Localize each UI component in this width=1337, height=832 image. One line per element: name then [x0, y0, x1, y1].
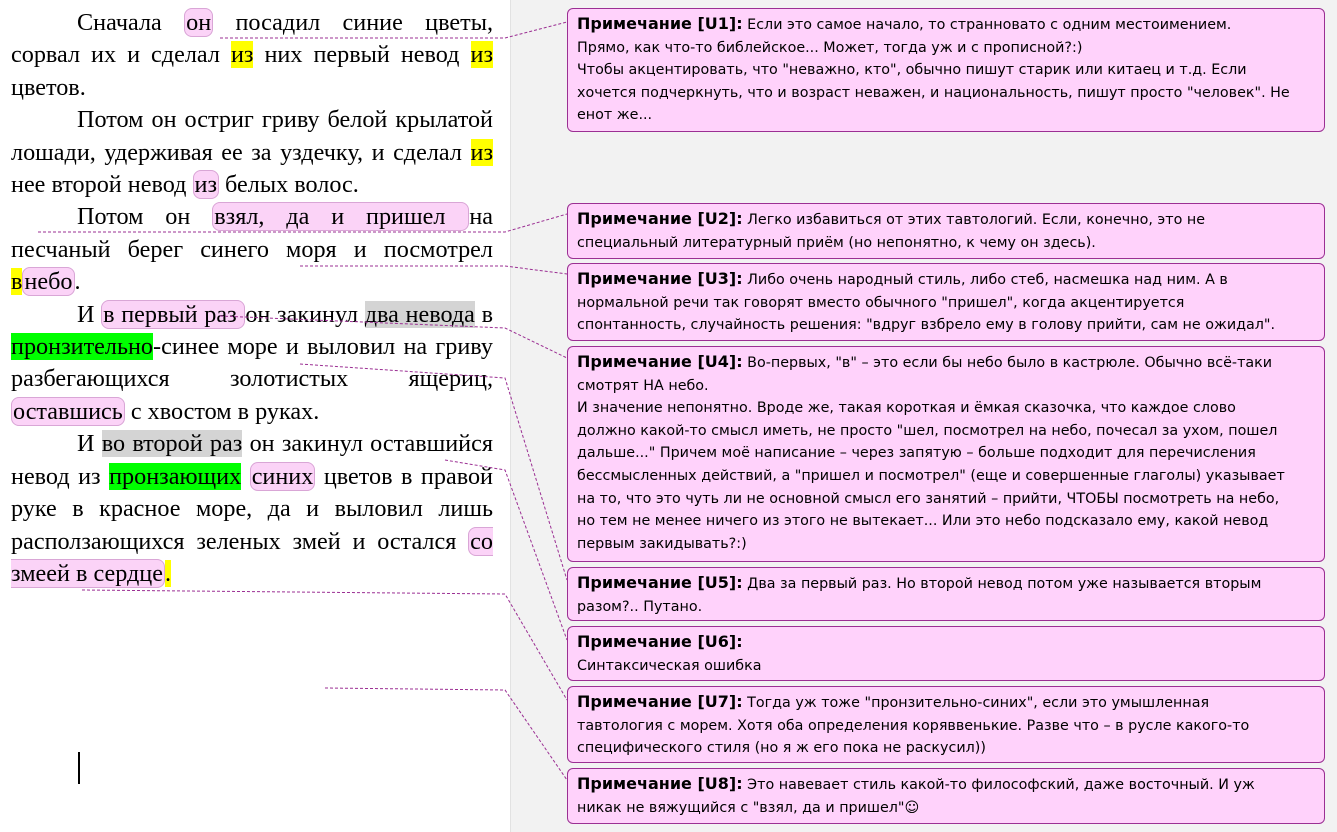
comment-balloon-u8[interactable] [567, 768, 1325, 824]
comment-balloon-u6[interactable] [567, 626, 1325, 681]
text-run: он закинул [245, 300, 365, 328]
text-run: посадил синие цветы, сорвал их и сделал [11, 9, 494, 69]
paragraph-3 [11, 201, 493, 298]
document-body[interactable] [11, 7, 493, 590]
comment-line: первым закидывать?:) [577, 535, 747, 552]
text-run: Потом он остриг гриву белой крылатой лошади, удерживая ее за уздечку, и сделал [11, 106, 493, 166]
comment-balloon-u2[interactable] [567, 203, 1325, 259]
comment-line: Примечание [U7]: Тогда уж тоже "пронзительно-синих", если это умышленная [577, 692, 1210, 711]
text-run: И [77, 300, 102, 328]
comment-label: Примечание [U6]: [577, 632, 743, 651]
comment-label: Примечание [U8]: [577, 774, 743, 793]
comment-line: специфического стиля (но я ж его пока не раскусил)) [577, 740, 986, 757]
comment-anchor-u3[interactable]: взял, да и пришел [214, 203, 468, 231]
comment-line: нормальной речи так говорят вместо обычного "пришел", когда акцентируется [577, 294, 1185, 311]
text-run: в [474, 300, 494, 328]
comment-line: должно какой-то смысл иметь, не просто "шел, посмотрел на небо, почесал за ухом, пошел [577, 422, 1278, 439]
comment-line: Примечание [U2]: Легко избавиться от этих тавтологий. Если, конечно, это не [577, 209, 1206, 228]
text-run: Потом он [77, 203, 213, 231]
comment-balloon-u7[interactable] [567, 686, 1325, 763]
highlight-yellow: в [11, 268, 23, 296]
comment-label: Примечание [U5]: [577, 573, 743, 592]
comment-balloon-u4[interactable] [567, 346, 1325, 562]
paragraph-4 [11, 299, 493, 429]
comment-line: Примечание [U4]: Во-первых, "в" – это если бы небо было в кастрюле. Обычно всё-таки [577, 352, 1273, 371]
text-run: белых волос. [219, 171, 359, 199]
document-page[interactable] [0, 0, 510, 832]
comment-line: но тем не менее ничего из этого не вытекает... Или это небо подсказало ему, какой невод [577, 513, 1269, 530]
text-run: -синее море и выловил на гриву разбегающихся золотистых ящериц, [11, 333, 493, 393]
text-run: И [77, 430, 102, 458]
highlight-gray: во второй раз [101, 430, 243, 458]
comment-anchor-u1[interactable]: он [186, 9, 212, 36]
comment-anchor-u2[interactable]: из [194, 171, 217, 199]
comment-line: И значение непонятно. Вроде же, такая короткая и ёмкая сказочка, что каждое слово [577, 400, 1236, 417]
comment-line: смотрят НА небо. [577, 377, 709, 394]
comment-label: Примечание [U3]: [577, 269, 743, 288]
comment-label: Примечание [U7]: [577, 692, 743, 711]
comment-line: Примечание [U3]: Либо очень народный стиль, либо стеб, насмешка над ним. А в [577, 269, 1228, 288]
text-run: он закинул оставшийся невод из [11, 430, 493, 490]
text-run: нее второй невод [11, 171, 193, 199]
text-run: Сначала [77, 9, 185, 36]
highlight-green: пронзающих [109, 462, 242, 490]
comment-balloon-u3[interactable] [567, 263, 1325, 341]
comment-anchor-u6[interactable]: оставшись [13, 397, 123, 425]
comment-anchor-u7[interactable]: синих [251, 462, 314, 490]
text-run: цветов. [11, 73, 86, 101]
comment-line: Синтаксическая ошибка [577, 657, 762, 674]
highlight-gray: два невода [364, 300, 475, 328]
comment-line: Примечание [U8]: Это навевает стиль какой-то философский, даже восточный. И уж [577, 774, 1255, 793]
comment-line: Примечание [U1]: Если это самое начало, то странновато с одним местоимением. [577, 14, 1232, 33]
text-run: с хвостом в руках. [124, 397, 320, 425]
comment-line: разом?.. Путано. [577, 598, 703, 615]
comment-line: спонтанность, случайность решения: "вдруг взбрело ему в голову прийти, сам не ожидал". [577, 317, 1276, 334]
comment-line: енот же... [577, 107, 653, 124]
comment-line: специальный литературный приём (но непонятно, к чему он здесь). [577, 234, 1096, 251]
comment-balloon-u1[interactable] [567, 8, 1325, 132]
highlight-yellow: из [470, 41, 493, 69]
comment-line [577, 631, 1324, 655]
paragraph-5 [11, 428, 493, 590]
comment-balloon-u5[interactable] [567, 567, 1325, 621]
highlight-yellow: из [470, 138, 493, 166]
highlight-green: пронзительно [11, 333, 154, 361]
comment-line: Чтобы акцентировать, что "неважно, кто", обычно пишут старик или китаец и т.д. Если [577, 62, 1247, 79]
highlight-yellow: из [230, 41, 254, 69]
comment-anchor-u5[interactable]: в первый раз [103, 300, 244, 328]
comment-label: Примечание [U2]: [577, 209, 743, 228]
text-run: цветов в правой руке в красное море, да и выловил лишь расползающихся зеленых змей и остался [11, 462, 493, 555]
comment-label: Примечание [U1]: [577, 14, 743, 33]
comment-line: Прямо, как что-то библейское... Может, тогда уж и с прописной?:) [577, 39, 1083, 56]
comment-anchor-u8[interactable]: со змеей в сердце [11, 527, 493, 587]
comment-line: дальше..." Причем моё написание – через запятую – больше подходит для перечисления [577, 445, 1256, 462]
comment-anchor-u4[interactable]: небо [24, 268, 73, 296]
paragraph-2 [11, 104, 493, 201]
text-run: них первый невод [253, 41, 471, 69]
comment-line: хочется подчеркнуть, что и возраст неважен, и национальность, пишут просто "человек". Не [577, 84, 1290, 101]
text-run: на песчаный берег синего моря и посмотрел [11, 203, 493, 263]
comment-line: бессмысленных действий, а "пришел и посмотрел" (еще и совершенные глаголы) указывает [577, 467, 1285, 484]
text-run [241, 463, 249, 490]
text-run: . [74, 268, 81, 296]
highlight-yellow: . [164, 559, 172, 587]
comment-label: Примечание [U4]: [577, 352, 743, 371]
comment-line: на то, что это чуть ли не основной смысл его занятий – прийти, ЧТОБЫ посмотреть на небо, [577, 490, 1280, 507]
paragraph-1 [11, 7, 493, 104]
text-cursor [78, 752, 80, 784]
comment-line: тавтология с морем. Хотя оба определения коряввенькие. Разве что – в русле какого-то [577, 717, 1250, 734]
comment-line: никак не вяжущийся с "взял, да и пришел"☺ [577, 799, 920, 816]
comment-line: Примечание [U5]: Два за первый раз. Но второй невод потом уже называется вторым [577, 573, 1262, 592]
